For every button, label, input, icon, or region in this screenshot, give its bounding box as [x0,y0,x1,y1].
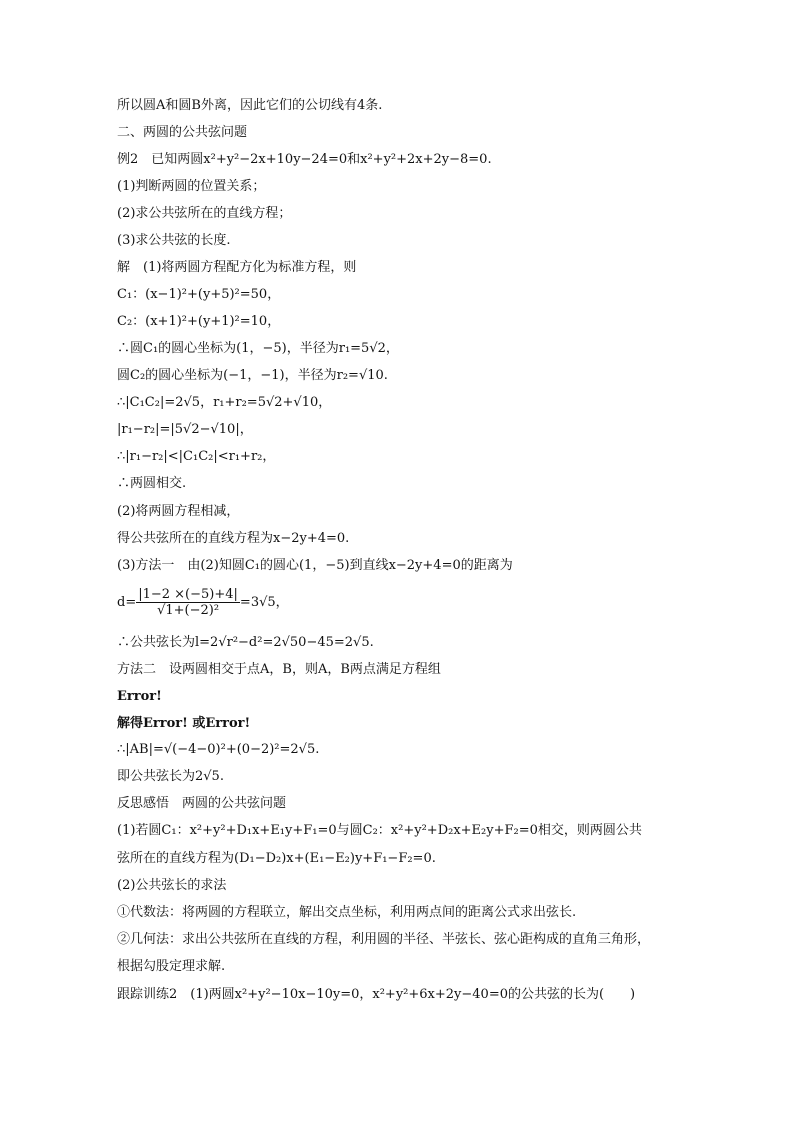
formula-numerator: |1−2 ×(−5)+4| [138,587,238,602]
distance-formula [117,582,707,624]
text-line: (2)将两圆方程相减， [117,504,240,519]
text-line: ①代数法：将两圆的方程联立，解出交点坐标，利用两点间的距离公式求出弦长. [117,905,577,920]
solution-start: 解 (1)将两圆方程配方化为标准方程，则 [117,260,357,275]
equation-c2: C₂：(x+1)²+(y+1)²=10， [117,314,281,329]
practice-question: 跟踪训练2 (1)两圆x²+y²−10x−10y=0，x²+y²+6x+2y−40=0的公共弦的长为( ) [117,987,636,1002]
formula-denominator: √1+(−2)² [157,603,220,618]
text-line: ②几何法：求出公共弦所在直线的方程，利用圆的半径、半弦长、弦心距构成的直角三角形， [117,932,651,947]
error-text: 解得Error! 或Error! [117,716,251,731]
text-line: 圆C₂的圆心坐标为(−1，−1)，半径为r₂=√10. [117,368,388,383]
error-text: Error! [117,689,162,704]
text-line: ∴|C₁C₂|=2√5，r₁+r₂=5√2+√10， [117,395,332,410]
text-line: |r₁−r₂|=|5√2−√10|， [117,422,253,437]
section-heading: 二、两圆的公共弦问题 [117,125,248,140]
text-line: ∴|AB|=√(−4−0)²+(0−2)²=2√5. [117,742,320,757]
text-line: (3)方法一 由(2)知圆C₁的圆心(1，−5)到直线x−2y+4=0的距离为 [117,558,513,573]
formula-fraction [136,587,240,618]
text-line: 得公共弦所在的直线方程为x−2y+4=0. [117,531,350,546]
text-line: 即公共弦长为2√5. [117,769,224,784]
formula-lhs: d= [117,595,137,610]
text-line: ∴|r₁−r₂|<|C₁C₂|<r₁+r₂， [117,449,276,464]
text-line: ∴两圆相交. [117,476,187,491]
text-line: (1)若圆C₁：x²+y²+D₁x+E₁y+F₁=0与圆C₂：x²+y²+D₂x+E₂y+F₂=0相交，则两圆公共 [117,823,642,838]
text-line: (1)判断两圆的位置关系； [117,179,266,194]
text-line: 弦所在的直线方程为(D₁−D₂)x+(E₁−E₂)y+F₁−F₂=0. [117,851,436,866]
text-line: ∴圆C₁的圆心坐标为(1，−5)，半径为r₁=5√2， [117,341,399,356]
reflection-heading: 反思感悟 两圆的公共弦问题 [117,796,287,811]
text-line: 所以圆A和圆B外离，因此它们的公切线有4条. [117,98,383,113]
equation-c1: C₁：(x−1)²+(y+5)²=50， [117,287,281,302]
method-two: 方法二 设两圆相交于点A，B，则A，B两点满足方程组 [117,662,441,677]
example-title: 例2 已知两圆x²+y²−2x+10y−24=0和x²+y²+2x+2y−8=0. [117,152,492,167]
formula-rhs: =3√5， [239,595,289,610]
text-line: ∴公共弦长为l=2√r²−d²=2√50−45=2√5. [117,635,374,650]
text-line: (3)求公共弦的长度. [117,233,231,248]
text-line: (2)求公共弦所在的直线方程； [117,206,292,221]
text-line: 根据勾股定理求解. [117,959,226,974]
text-line: (2)公共弦长的求法 [117,878,227,893]
